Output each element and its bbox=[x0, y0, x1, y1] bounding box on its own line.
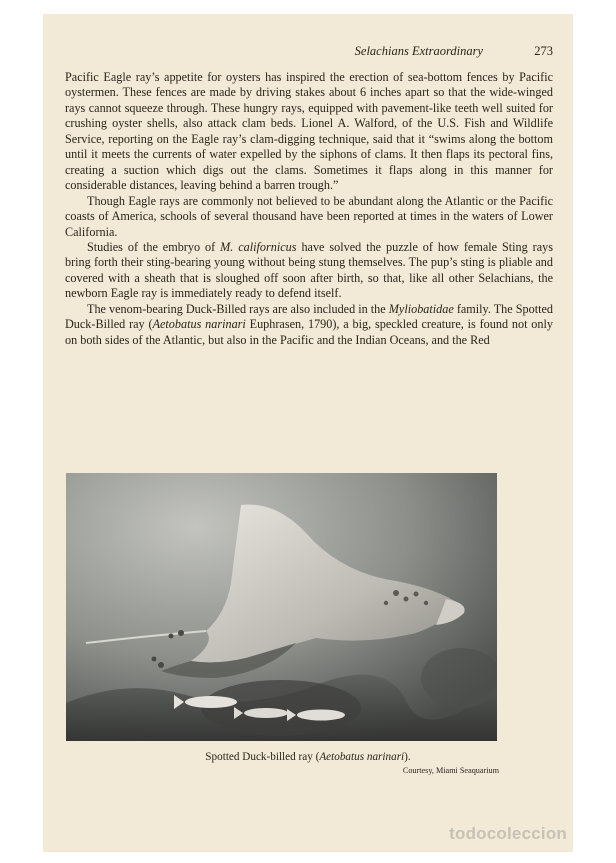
ray-photograph bbox=[66, 473, 497, 741]
running-head bbox=[65, 44, 553, 60]
text-run: Spotted Duck-billed ray ( bbox=[205, 751, 320, 763]
family-name: Myliobatidae bbox=[388, 301, 454, 316]
watermark-logo: todocoleccion bbox=[449, 824, 567, 843]
paragraph-eagle-ray-abundance: Though Eagle rays are commonly not believed to be abundant along the Atlantic or the Pacific coasts of America, schools of several thousand have been reported at times in the waters of Lower California. bbox=[65, 193, 553, 239]
page-number: 273 bbox=[534, 44, 553, 58]
text-run: Euphrasen, 1790), a big, speckled creature, is found not only on both sides of the Atlantic, but also in the Pacific and the Indian Oceans, and the Red bbox=[65, 317, 553, 347]
running-title: Selachians Extraordinary bbox=[354, 44, 483, 58]
ray-photo-illustration bbox=[66, 473, 497, 741]
species-name: Aetobatus narinari bbox=[152, 317, 246, 332]
text-run: The venom-bearing Duck-Billed rays are also included in the bbox=[87, 301, 389, 316]
text-run: ). bbox=[404, 751, 411, 763]
paragraph-duck-billed-rays bbox=[65, 302, 553, 348]
figure-caption bbox=[43, 751, 573, 763]
species-name: M. californicus bbox=[220, 239, 297, 254]
body-text bbox=[65, 70, 553, 348]
paragraph-embryo-studies bbox=[65, 240, 553, 302]
text-run: family. The Spotted Duck-Billed ray ( bbox=[65, 301, 553, 332]
photo-credit: Courtesy, Miami Seaquarium bbox=[402, 766, 499, 775]
species-name: Aetobatus narinari bbox=[319, 751, 405, 763]
text-run: have solved the puzzle of how female Sting rays bring forth their sting-bearing young without being stung themselves. The pup’s sting is pliable and covered with a sheath that is sloughed off soon after birth, so that, like all other Selachians, the newborn Eagle ray is immediately ready to defend itself. bbox=[65, 239, 553, 301]
paragraph-eagle-ray-oysters: Pacific Eagle ray’s appetite for oysters has inspired the erection of sea-bottom fences by Pacific oystermen. These fences are made by driving stakes about 6 inches apart so that the wide-winged rays cannot squeeze through. These hungry rays, equipped with pavement-like teeth well suited for crushing oyster shells, also attack clam beds. Lionel A. Walford, of the U.S. Fish and Wildlife Service, reporting on the Eagle ray’s clam-digging technique, said that it “swims along the bottom until it meets the currents of water expelled by the siphons of clams. It then flaps its pectoral fins, creating a suction which digs out the clams. Sometimes it flaps along in this manner for considerable distances, leaving behind a barren trough.” bbox=[65, 70, 553, 193]
book-page bbox=[43, 14, 573, 852]
text-run: Studies of the embryo of bbox=[87, 239, 221, 254]
